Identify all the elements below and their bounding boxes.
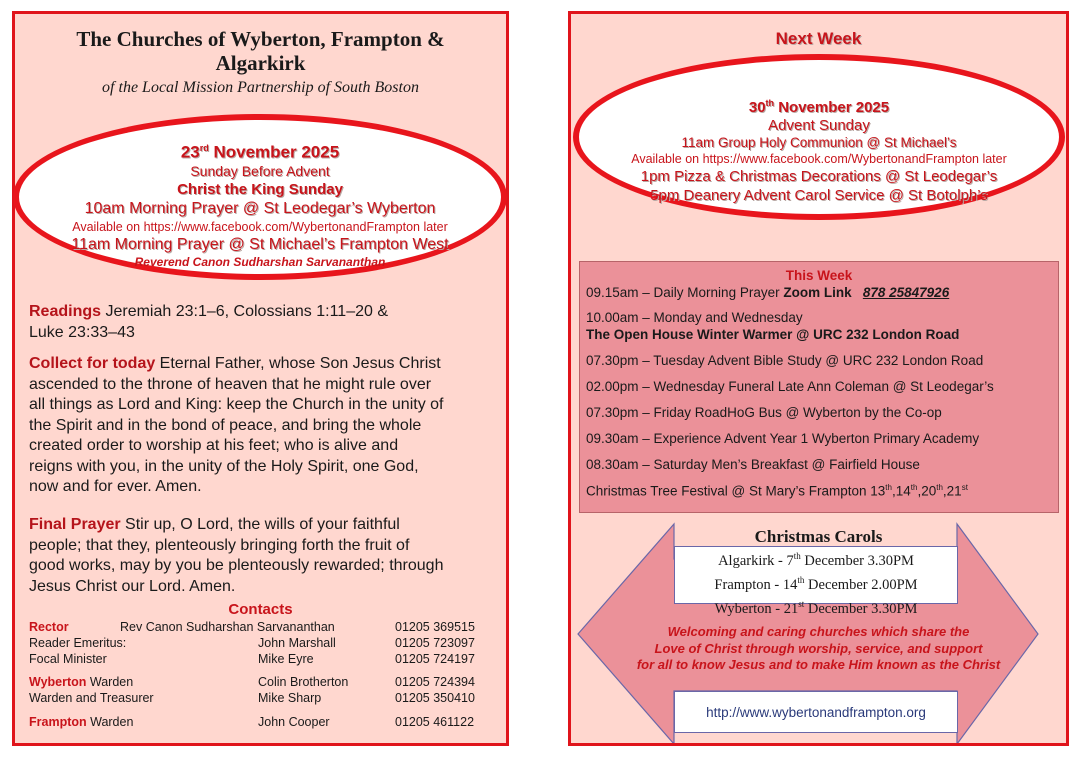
carol-frampton: Frampton - 14th December 2.00PM: [714, 574, 918, 593]
final-prayer: Final Prayer Stir up, O Lord, the wills of your faithful people; that they, plenteously bringing forth the fruit of good works, may by you be plenteously rewarded; through Jesus Christ our Lord. Amen.: [29, 516, 444, 595]
next-week-date: 30th November 2025: [748, 98, 890, 116]
service-wyberton: 10am Morning Prayer @ St Leodegar’s Wyberton: [84, 199, 436, 217]
website-link[interactable]: http://www.wybertonandframpton.org: [706, 705, 926, 720]
next-week-title: Next Week: [775, 29, 862, 48]
facebook-link[interactable]: Available on https://www.facebook.com/WybertonandFrampton later: [631, 152, 1007, 166]
this-week-item: 09.15am – Daily Morning Prayer Zoom Link 878 25847926: [586, 285, 950, 300]
next-week-occasion: Advent Sunday: [768, 117, 870, 134]
final-prayer-label: Final Prayer: [29, 516, 121, 533]
subtitle: of the Local Mission Partnership of South Boston: [102, 79, 419, 96]
this-week-item: 08.30am – Saturday Men’s Breakfast @ Fairfield House: [586, 457, 920, 472]
page-title: [15, 27, 506, 75]
service-frampton: 11am Morning Prayer @ St Michael’s Frampton West: [71, 235, 449, 253]
title-line-1: The Churches of Wyberton, Frampton &: [76, 27, 445, 51]
collect: Collect for today Eternal Father, whose Son Jesus Christ ascended to the throne of heaven that he might rule over all things as Lord and King: keep the Church in the unity of the Spirit and in the bond of peace, and bring the whole created order to worship at his feet; who is alive and reigns with you, in the unity of the Holy Spirit, one God, now and for ever. Amen.: [29, 355, 444, 495]
carol-algarkirk: Algarkirk - 7th December 3.30PM: [718, 551, 914, 569]
service-date: 23rd November 2025: [180, 142, 340, 162]
this-week-title: This Week: [785, 268, 853, 283]
this-week-item: 10.00am – Monday and Wednesday: [586, 310, 803, 325]
mission-statement: Welcoming and caring churches which share the Love of Christ through worship, service, and support for all to know Jesus and to make Him known as the Christ: [636, 624, 1001, 672]
zoom-link-label: Zoom Link: [783, 285, 852, 300]
carols-box: [674, 546, 958, 617]
collect-label: Collect for today: [29, 355, 156, 372]
this-week-item: 07.30pm – Friday RoadHoG Bus @ Wyberton by the Co-op: [586, 405, 942, 420]
right-panel: [568, 11, 1069, 746]
this-week-item: 07.30pm – Tuesday Advent Bible Study @ URC 232 London Road: [586, 353, 984, 368]
contacts-heading: Contacts: [228, 601, 293, 618]
this-week-item: The Open House Winter Warmer @ URC 232 London Road: [586, 327, 960, 342]
left-panel: The Churches of Wyberton, Frampton & Algarkirk of the Local Mission Partnership of South Boston 23rd November 2025 Sunday Before Advent Christ the King Sunday 10am Morning Prayer @ St Leodegar’s Wyberton Available on https://www.facebook.com/WybertonandFrampton later 11am Morning Prayer @ St Michael’s Frampton West Reverend Canon Sudharshan Sarvananthan Readings Jeremiah 23:1–6, Colossians 1:11–20 & Luke 23:33–43 Collect for today Eternal Father, whose Son Jesus Christ ascended to the throne of heaven that he might rule over all things as Lord and King: keep the Church in the unity of the Spirit and in the bond of peace, and bring the whole created order to worship at his feet; who is alive and reigns with you, in the unity of the Holy Spirit, one God, now and for ever. Amen. Final Prayer Stir up, O Lord, the wills of your faithful people; that they, plenteously bringing forth the fruit of good works, may by you be plenteously rewarded; through Jesus Christ our Lord. Amen. Contacts Rector Rev Canon Sudharshan Sarvananthan 01205 369515 Reader Emeritus: John Marshall 01205 723097 Focal Minister Mike Eyre 01205 724197 Wyberton Warden Colin Brotherton 01205 724394 Warden and Treasurer Mike Sharp 01205 350410 Frampton Warden John Cooper 01205 461122: [12, 11, 509, 746]
service-feast: Christ the King Sunday: [177, 180, 343, 198]
zoom-link[interactable]: 878 25847926: [862, 285, 950, 300]
this-week-item: 02.00pm – Wednesday Funeral Late Ann Coleman @ St Leodegar’s: [586, 379, 994, 394]
carol-wyberton: Wyberton - 21st December 3.30PM: [714, 598, 918, 617]
readings: Readings Jeremiah 23:1–6, Colossians 1:11–20 & Luke 23:33–43: [29, 303, 389, 341]
next-week-carol-service: 5pm Deanery Advent Carol Service @ St Botolph’s: [650, 187, 988, 204]
next-week-communion: 11am Group Holy Communion @ St Michael’s: [681, 135, 957, 150]
tree-festival: Christmas Tree Festival @ St Mary’s Frampton 13th,14th,20th,21st: [586, 483, 968, 499]
website-box: [674, 691, 958, 733]
readings-label: Readings: [29, 303, 102, 320]
next-week-pizza: 1pm Pizza & Christmas Decorations @ St Leodegar’s: [640, 168, 998, 185]
facebook-link[interactable]: Available on https://www.facebook.com/WybertonandFrampton later: [72, 219, 448, 234]
service-oval: [13, 114, 507, 280]
carols-title: Christmas Carols: [754, 527, 883, 546]
title-line-2: Algarkirk: [215, 51, 306, 75]
this-week-item: 09.30am – Experience Advent Year 1 Wyberton Primary Academy: [586, 431, 980, 446]
service-occasion: Sunday Before Advent: [190, 162, 330, 179]
service-minister: Reverend Canon Sudharshan Sarvananthan: [134, 254, 386, 269]
